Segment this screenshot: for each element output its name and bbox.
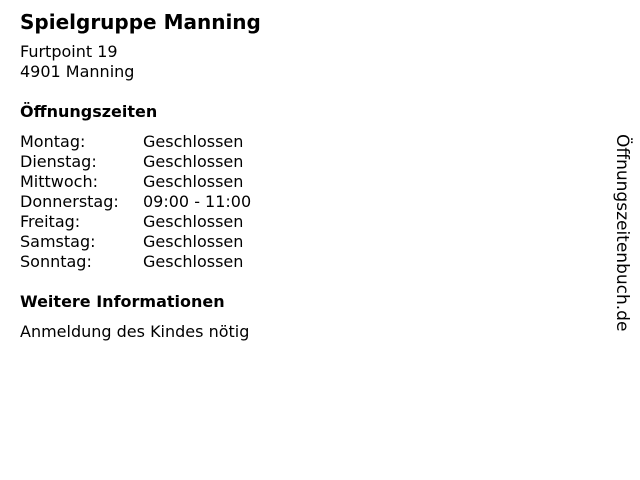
opening-hours-heading: Öffnungszeiten [20, 102, 158, 121]
hours-row-wednesday [20, 172, 580, 192]
hours-row-friday [20, 212, 580, 232]
day-hours: Geschlossen [143, 172, 244, 191]
hours-row-tuesday [20, 152, 580, 172]
address-block [20, 42, 580, 82]
day-hours: 09:00 - 11:00 [143, 192, 252, 211]
day-label: Sonntag: [20, 252, 92, 271]
day-hours: Geschlossen [143, 252, 244, 271]
day-hours: Geschlossen [143, 212, 244, 231]
hours-row-thursday [20, 192, 580, 212]
further-info-heading: Weitere Informationen [20, 292, 225, 311]
hours-row-monday [20, 132, 580, 152]
day-label: Samstag: [20, 232, 96, 251]
address-street: Furtpoint 19 [20, 42, 118, 61]
hours-row-sunday [20, 252, 580, 272]
site-watermark: Öffnungszeitenbuch.de [612, 134, 632, 332]
day-label: Dienstag: [20, 152, 97, 171]
business-card [20, 10, 580, 342]
further-info-text: Anmeldung des Kindes nötig [20, 322, 250, 341]
day-label: Montag: [20, 132, 86, 151]
day-label: Freitag: [20, 212, 81, 231]
day-label: Mittwoch: [20, 172, 98, 191]
day-hours: Geschlossen [143, 152, 244, 171]
opening-hours-table [20, 132, 580, 272]
address-city: 4901 Manning [20, 62, 135, 81]
business-name: Spielgruppe Manning [20, 10, 261, 34]
hours-row-saturday [20, 232, 580, 252]
day-hours: Geschlossen [143, 232, 244, 251]
day-hours: Geschlossen [143, 132, 244, 151]
day-label: Donnerstag: [20, 192, 119, 211]
